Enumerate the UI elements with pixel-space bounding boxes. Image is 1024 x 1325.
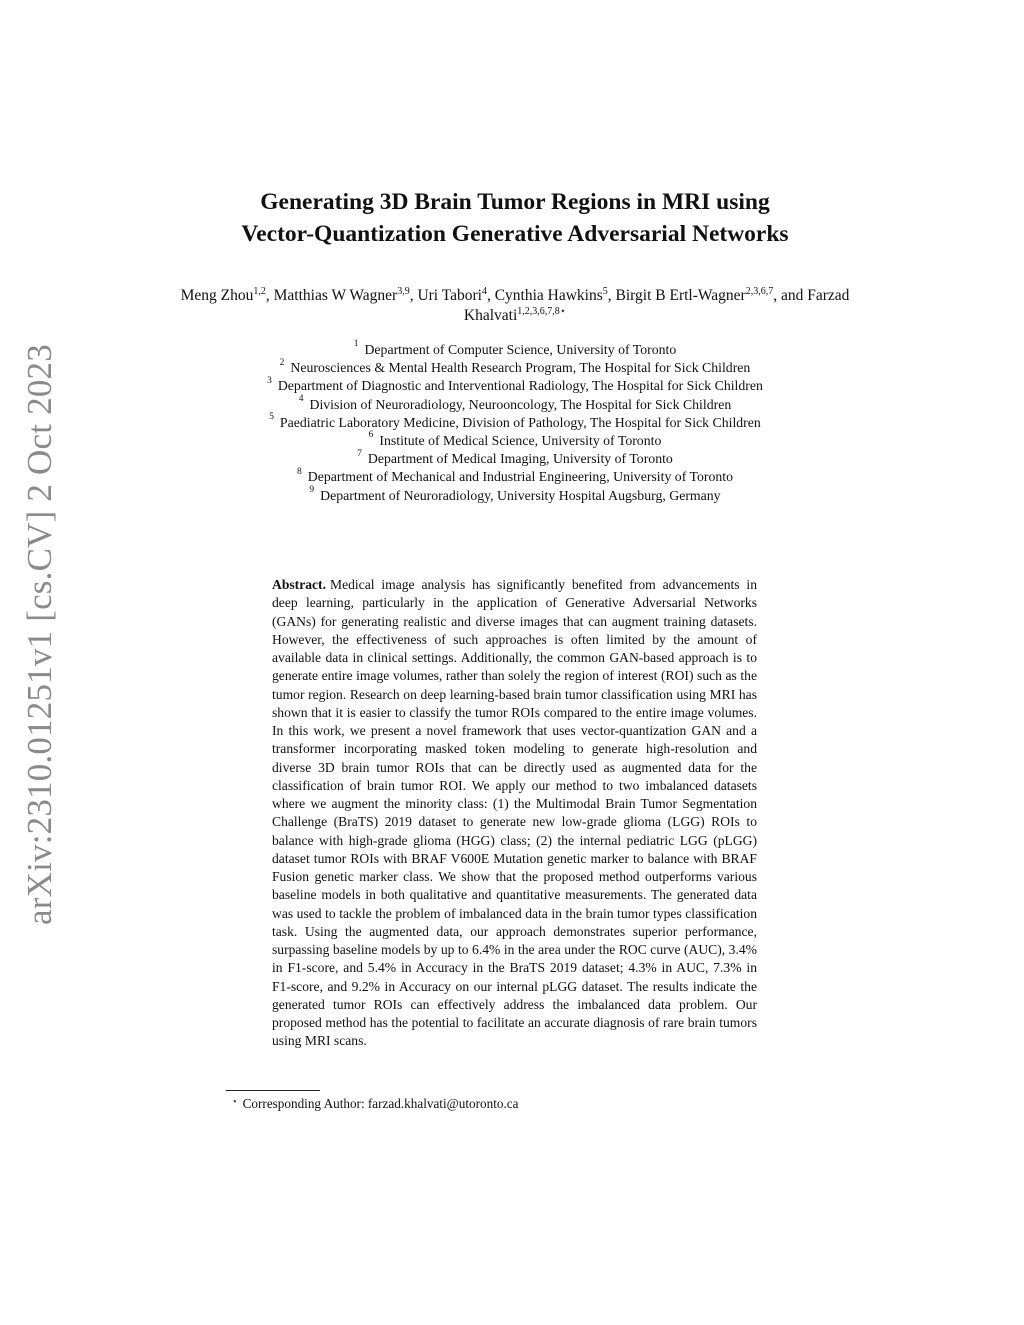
footnote-divider <box>226 1090 320 1091</box>
affiliation-text: Neurosciences & Mental Health Research Program, The Hospital for Sick Children <box>290 360 751 376</box>
corresponding-author-footnote <box>232 1095 752 1114</box>
affiliation-text: Institute of Medical Science, University of Toronto <box>379 433 662 449</box>
affiliation-text: Paediatric Laboratory Medicine, Division of Pathology, The Hospital for Sick Children <box>279 414 761 430</box>
affiliation-text: Division of Neuroradiology, Neurooncology, The Hospital for Sick Children <box>309 396 732 412</box>
affiliation-item <box>150 432 880 450</box>
affiliation-number: 3 <box>267 375 272 386</box>
abstract <box>272 576 757 1051</box>
abstract-label: Abstract. <box>272 577 326 592</box>
title-line-1: Generating 3D Brain Tumor Regions in MRI using <box>260 189 770 215</box>
arxiv-identifier-stamp: arXiv:2310.01251v1 [cs.CV] 2 Oct 2023 <box>20 344 59 925</box>
footnote-star-mark: ⋆ <box>232 1096 238 1106</box>
author-affiliation-marks: 2,3,6,7 <box>745 285 774 297</box>
affiliation-text: Department of Computer Science, University of Toronto <box>364 342 677 357</box>
author-affiliation-marks: 1,2,3,6,7,8⋆ <box>517 305 567 317</box>
author-name: Farzad Khalvati <box>463 287 850 324</box>
affiliation-item <box>150 468 880 486</box>
affiliation-number: 9 <box>309 485 315 496</box>
author-affiliation-marks: 4 <box>481 285 487 297</box>
title-line-2: Vector-Quantization Generative Adversarial Networks <box>241 221 789 247</box>
affiliation-number: 8 <box>297 466 302 477</box>
author-name: Matthias W Wagner <box>273 287 398 304</box>
author-separator: , <box>486 287 495 304</box>
footnote-text: Corresponding Author: farzad.khalvati@utoronto.ca <box>242 1096 519 1111</box>
affiliation-number: 4 <box>298 394 304 405</box>
affiliation-text: Department of Neuroradiology, University Hospital Augsburg, Germany <box>320 487 721 503</box>
author-separator: , <box>607 287 616 304</box>
author-name: Cynthia Hawkins <box>494 287 603 304</box>
affiliation-list <box>150 341 880 505</box>
abstract-body: Medical image analysis has significantly benefited from advancements in deep learning, particularly in the application of Generative Adversarial Networks (GANs) for generating realistic and diverse images that can augment training datasets. However, the effectiveness of such approaches is often limited by the amount of available data in clinical settings. Additionally, the common GAN-based approach is to generate entire image volumes, rather than solely the region of interest (ROI) such as the tumor region. Research on deep learning-based brain tumor classification using MRI has shown that it is easier to classify the tumor ROIs compared to the entire image volumes. In this work, we present a novel framework that uses vector-quantization GAN and a transformer incorporating masked token modeling to generate high-resolution and diverse 3D brain tumor ROIs that can be directly used as augmented data for the classification of brain tumor ROI. We apply our method to two imbalanced datasets where we augment the minority class: (1) the Multimodal Brain Tumor Segmentation Challenge (BraTS) 2019 dataset to generate new low-grade glioma (LGG) ROIs to balance with high-grade glioma (HGG) class; (2) the internal pediatric LGG (pLGG) dataset tumor ROIs with BRAF V600E Mutation genetic marker to balance with BRAF Fusion genetic marker class. We show that the proposed method outperforms various baseline models in both qualitative and quantitative measurements. The generated data was used to tackle the problem of imbalanced data in the brain tumor types classification task. Using the augmented data, our approach demonstrates superior performance, surpassing baseline models by up to 6.4% in the area under the ROC curve (AUC), 3.4% in F1-score, and 5.4% in Accuracy in the BraTS 2019 dataset; 4.3% in AUC, 7.3% in F1-score, and 9.2% in Accuracy on our internal pLGG dataset. The results indicate the generated tumor ROIs can effectively address the imbalanced data problem. Our proposed method has the potential to facilitate an accurate diagnosis of rare brain tumors using MRI scans. <box>272 577 757 1049</box>
affiliation-text: Department of Diagnostic and Interventional Radiology, The Hospital for Sick Children <box>277 378 763 394</box>
author-affiliation-marks: 1,2 <box>253 285 266 297</box>
affiliation-number: 7 <box>357 448 362 459</box>
author-1 <box>181 287 274 304</box>
author-separator: , <box>409 287 418 304</box>
affiliation-item <box>150 341 880 359</box>
author-list <box>150 286 880 326</box>
affiliation-text: Department of Mechanical and Industrial Engineering, University of Toronto <box>307 469 733 485</box>
affiliation-item <box>150 359 880 377</box>
affiliation-item <box>150 450 880 468</box>
affiliation-text: Department of Medical Imaging, University of Toronto <box>367 451 673 467</box>
author-affiliation-marks: 3,9 <box>397 285 410 297</box>
author-4 <box>495 287 616 304</box>
affiliation-item <box>150 487 880 505</box>
author-separator: , <box>265 287 274 304</box>
author-3 <box>417 287 494 304</box>
author-name: Birgit B Ertl-Wagner <box>615 287 746 304</box>
author-name: Meng Zhou <box>180 287 254 304</box>
affiliation-number: 5 <box>269 412 274 423</box>
affiliation-item <box>150 377 880 395</box>
paper-title <box>150 186 880 250</box>
author-affiliation-marks: 5 <box>602 285 608 297</box>
author-separator: , and <box>773 287 808 304</box>
author-2 <box>274 287 418 304</box>
affiliation-item <box>150 414 880 432</box>
affiliation-number: 6 <box>368 430 374 441</box>
author-5 <box>616 287 808 304</box>
affiliation-number: 1 <box>353 339 359 350</box>
author-name: Uri Tabori <box>417 287 482 304</box>
affiliation-item <box>150 396 880 414</box>
affiliation-number: 2 <box>279 357 285 368</box>
